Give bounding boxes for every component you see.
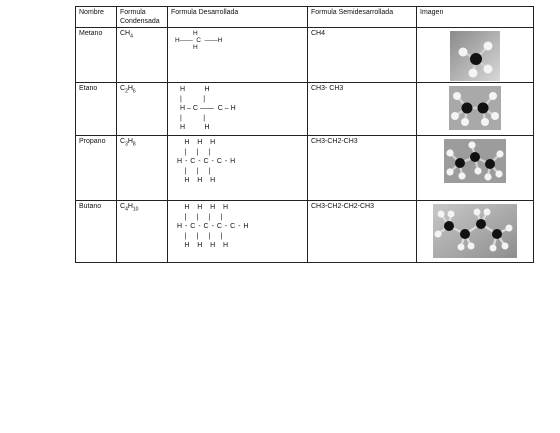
row-name: Etano xyxy=(76,83,117,136)
row-condensed: $C_4H_{10}$ xyxy=(117,201,168,263)
row-semi: CH3- CH3 xyxy=(308,83,417,136)
header-row xyxy=(76,7,534,28)
table-row xyxy=(76,201,534,263)
structural-formula: H H H H | | | | H - C - C - C - C - H | | | | H H H H xyxy=(177,204,249,249)
methane-model-image xyxy=(450,31,500,81)
propane-model-image xyxy=(444,139,506,183)
structural-formula: H H—— C ——H H xyxy=(175,30,223,51)
hydrocarbons-table xyxy=(75,6,534,263)
row-name: Butano xyxy=(76,201,117,263)
row-structural xyxy=(168,83,308,136)
row-structural xyxy=(168,28,308,83)
ethane-model-image xyxy=(449,86,501,130)
header-imagen: Imagen xyxy=(417,7,534,28)
row-condensed: $C_3H_8$ xyxy=(117,136,168,201)
header-nombre: Nombre xyxy=(76,7,117,28)
row-name: Propano xyxy=(76,136,117,201)
row-semi: CH3-CH2-CH2-CH3 xyxy=(308,201,417,263)
row-image xyxy=(417,201,534,263)
structural-formula: H H H | | | H - C - C - C - H | | | H H H xyxy=(177,139,236,184)
row-structural xyxy=(168,201,308,263)
row-condensed: $CH_4$ xyxy=(117,28,168,83)
row-name: Metano xyxy=(76,28,117,83)
header-formula-semidesarrollada: Formula Semidesarrollada xyxy=(308,7,417,28)
row-image xyxy=(417,28,534,83)
row-image xyxy=(417,83,534,136)
row-structural xyxy=(168,136,308,201)
table-row xyxy=(76,28,534,83)
butane-model-image xyxy=(433,204,517,258)
row-image xyxy=(417,136,534,201)
table-row xyxy=(76,83,534,136)
row-semi: CH4 xyxy=(308,28,417,83)
row-semi: CH3-CH2-CH3 xyxy=(308,136,417,201)
header-formula-condensada: Formula Condensada xyxy=(117,7,168,28)
table-row xyxy=(76,136,534,201)
header-formula-desarrollada: Formula Desarrollada xyxy=(168,7,308,28)
structural-formula: H H | | H – C —— C – H | | H H xyxy=(180,86,236,131)
row-condensed: $C_2H_6$ xyxy=(117,83,168,136)
